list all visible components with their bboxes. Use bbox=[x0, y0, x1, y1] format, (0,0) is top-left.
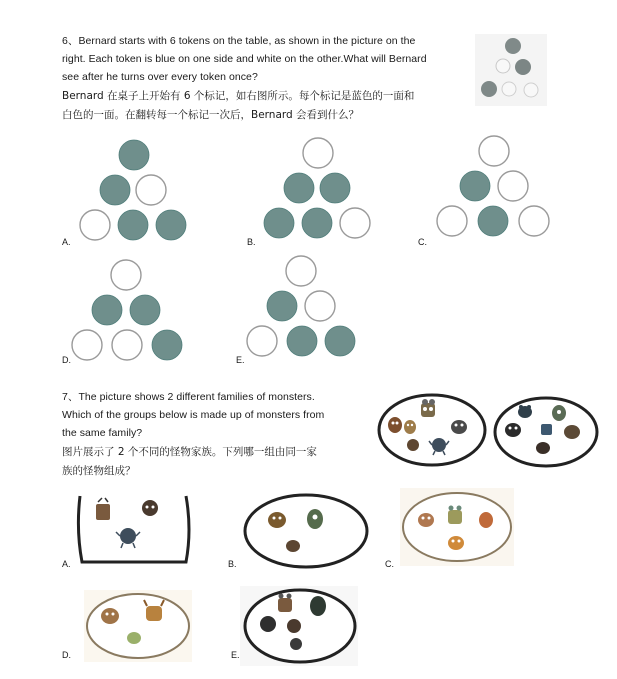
blue-token bbox=[156, 210, 186, 240]
white-token bbox=[340, 208, 370, 238]
monster-icon bbox=[564, 425, 580, 439]
q7-family-1-oval bbox=[377, 393, 487, 467]
blue-token bbox=[264, 208, 294, 238]
blue-token bbox=[320, 173, 350, 203]
blue-token bbox=[287, 326, 317, 356]
blue-token bbox=[130, 295, 160, 325]
monster-icon bbox=[127, 632, 141, 644]
q6-option-a-tokens[interactable] bbox=[78, 138, 190, 242]
white-token bbox=[72, 330, 102, 360]
q6-text-line1: 6、Bernard starts with 6 tokens on the table, as shown in the picture on the bbox=[62, 35, 416, 47]
q6-option-d-label: D. bbox=[62, 355, 71, 365]
q7-option-e-label: E. bbox=[231, 650, 240, 660]
blue-token bbox=[478, 206, 508, 236]
q7-option-d-picture[interactable] bbox=[84, 590, 192, 662]
monster-icon bbox=[290, 638, 302, 650]
q7-option-b-label: B. bbox=[228, 559, 237, 569]
blue-token bbox=[325, 326, 355, 356]
blue-token bbox=[460, 171, 490, 201]
white-token bbox=[303, 138, 333, 168]
white-token bbox=[80, 210, 110, 240]
blue-token bbox=[152, 330, 182, 360]
blue-token bbox=[119, 140, 149, 170]
q7-text-zh-line2: 族的怪物组成？ bbox=[62, 465, 136, 477]
monster-icon bbox=[286, 540, 300, 552]
q6-text-zh-line2: 白色的一面。在翻转每一个标记一次后，Bernard 会看到什么？ bbox=[62, 109, 360, 121]
white-token bbox=[519, 206, 549, 236]
q6-option-d-tokens[interactable] bbox=[70, 258, 184, 362]
q6-option-e-tokens[interactable] bbox=[247, 254, 355, 358]
monster-icon bbox=[407, 439, 419, 451]
q7-family-2-oval bbox=[493, 396, 599, 468]
blue-token bbox=[284, 173, 314, 203]
monster-icon bbox=[518, 405, 532, 418]
white-token bbox=[136, 175, 166, 205]
white-token bbox=[479, 136, 509, 166]
white-token bbox=[111, 260, 141, 290]
white-token bbox=[305, 291, 335, 321]
q6-number: 6、 bbox=[62, 35, 79, 47]
q7-option-a-picture[interactable] bbox=[76, 490, 192, 570]
monster-icon bbox=[552, 405, 566, 421]
monster-icon bbox=[287, 619, 301, 633]
blue-token bbox=[100, 175, 130, 205]
q6-option-a-label: A. bbox=[62, 237, 71, 247]
monster-icon bbox=[418, 513, 434, 527]
white-token bbox=[112, 330, 142, 360]
monster-icon bbox=[260, 616, 276, 632]
q7-option-a-label: A. bbox=[62, 559, 71, 569]
q7-option-d-label: D. bbox=[62, 650, 71, 660]
q7-text-zh-line1: 图片展示了 2 个不同的怪物家族。下列哪一组由同一家 bbox=[62, 446, 317, 458]
q7-number: 7、 bbox=[62, 391, 79, 403]
q7-option-c-picture[interactable] bbox=[400, 488, 514, 566]
q6-option-c-tokens[interactable] bbox=[434, 134, 554, 242]
monster-icon bbox=[505, 423, 521, 437]
white-token bbox=[247, 326, 277, 356]
monster-icon bbox=[307, 509, 323, 529]
q6-option-c-label: C. bbox=[418, 237, 427, 247]
monster-icon bbox=[142, 500, 158, 516]
white-token bbox=[437, 206, 467, 236]
q6-option-e-label: E. bbox=[236, 355, 245, 365]
q7-option-c-label: C. bbox=[385, 559, 394, 569]
q6-option-b-tokens[interactable] bbox=[262, 136, 374, 242]
monster-icon bbox=[310, 596, 326, 616]
q7-option-e-picture[interactable] bbox=[240, 586, 358, 666]
monster-icon bbox=[536, 442, 550, 454]
q6-option-b-label: B. bbox=[247, 237, 256, 247]
monster-icon bbox=[479, 512, 493, 528]
white-token bbox=[498, 171, 528, 201]
monster-icon bbox=[451, 420, 467, 434]
q7-option-b-picture[interactable] bbox=[243, 492, 369, 570]
monster-icon bbox=[268, 512, 286, 528]
blue-token bbox=[92, 295, 122, 325]
q6-reference-picture bbox=[475, 34, 547, 106]
q7-text-line3: the same family? bbox=[62, 427, 143, 439]
blue-token bbox=[267, 291, 297, 321]
q6-text-line2: right. Each token is blue on one side and white on the other.What will Bernard bbox=[62, 53, 427, 65]
q6-text-zh-line1: Bernard 在桌子上开始有 6 个标记，如右图所示。每个标记是蓝色的一面和 bbox=[62, 90, 415, 102]
white-token bbox=[286, 256, 316, 286]
monster-icon bbox=[404, 420, 416, 434]
q7-text-line2: Which of the groups below is made up of monsters from bbox=[62, 409, 325, 421]
monster-icon bbox=[101, 608, 119, 624]
blue-token bbox=[302, 208, 332, 238]
monster-icon bbox=[541, 424, 552, 435]
monster-icon bbox=[448, 536, 464, 550]
monster-icon bbox=[388, 417, 402, 433]
q6-text-line3: see after he turns over every token once? bbox=[62, 71, 258, 83]
blue-token bbox=[118, 210, 148, 240]
q7-text-line1: 7、The picture shows 2 different families of monsters. bbox=[62, 391, 315, 403]
